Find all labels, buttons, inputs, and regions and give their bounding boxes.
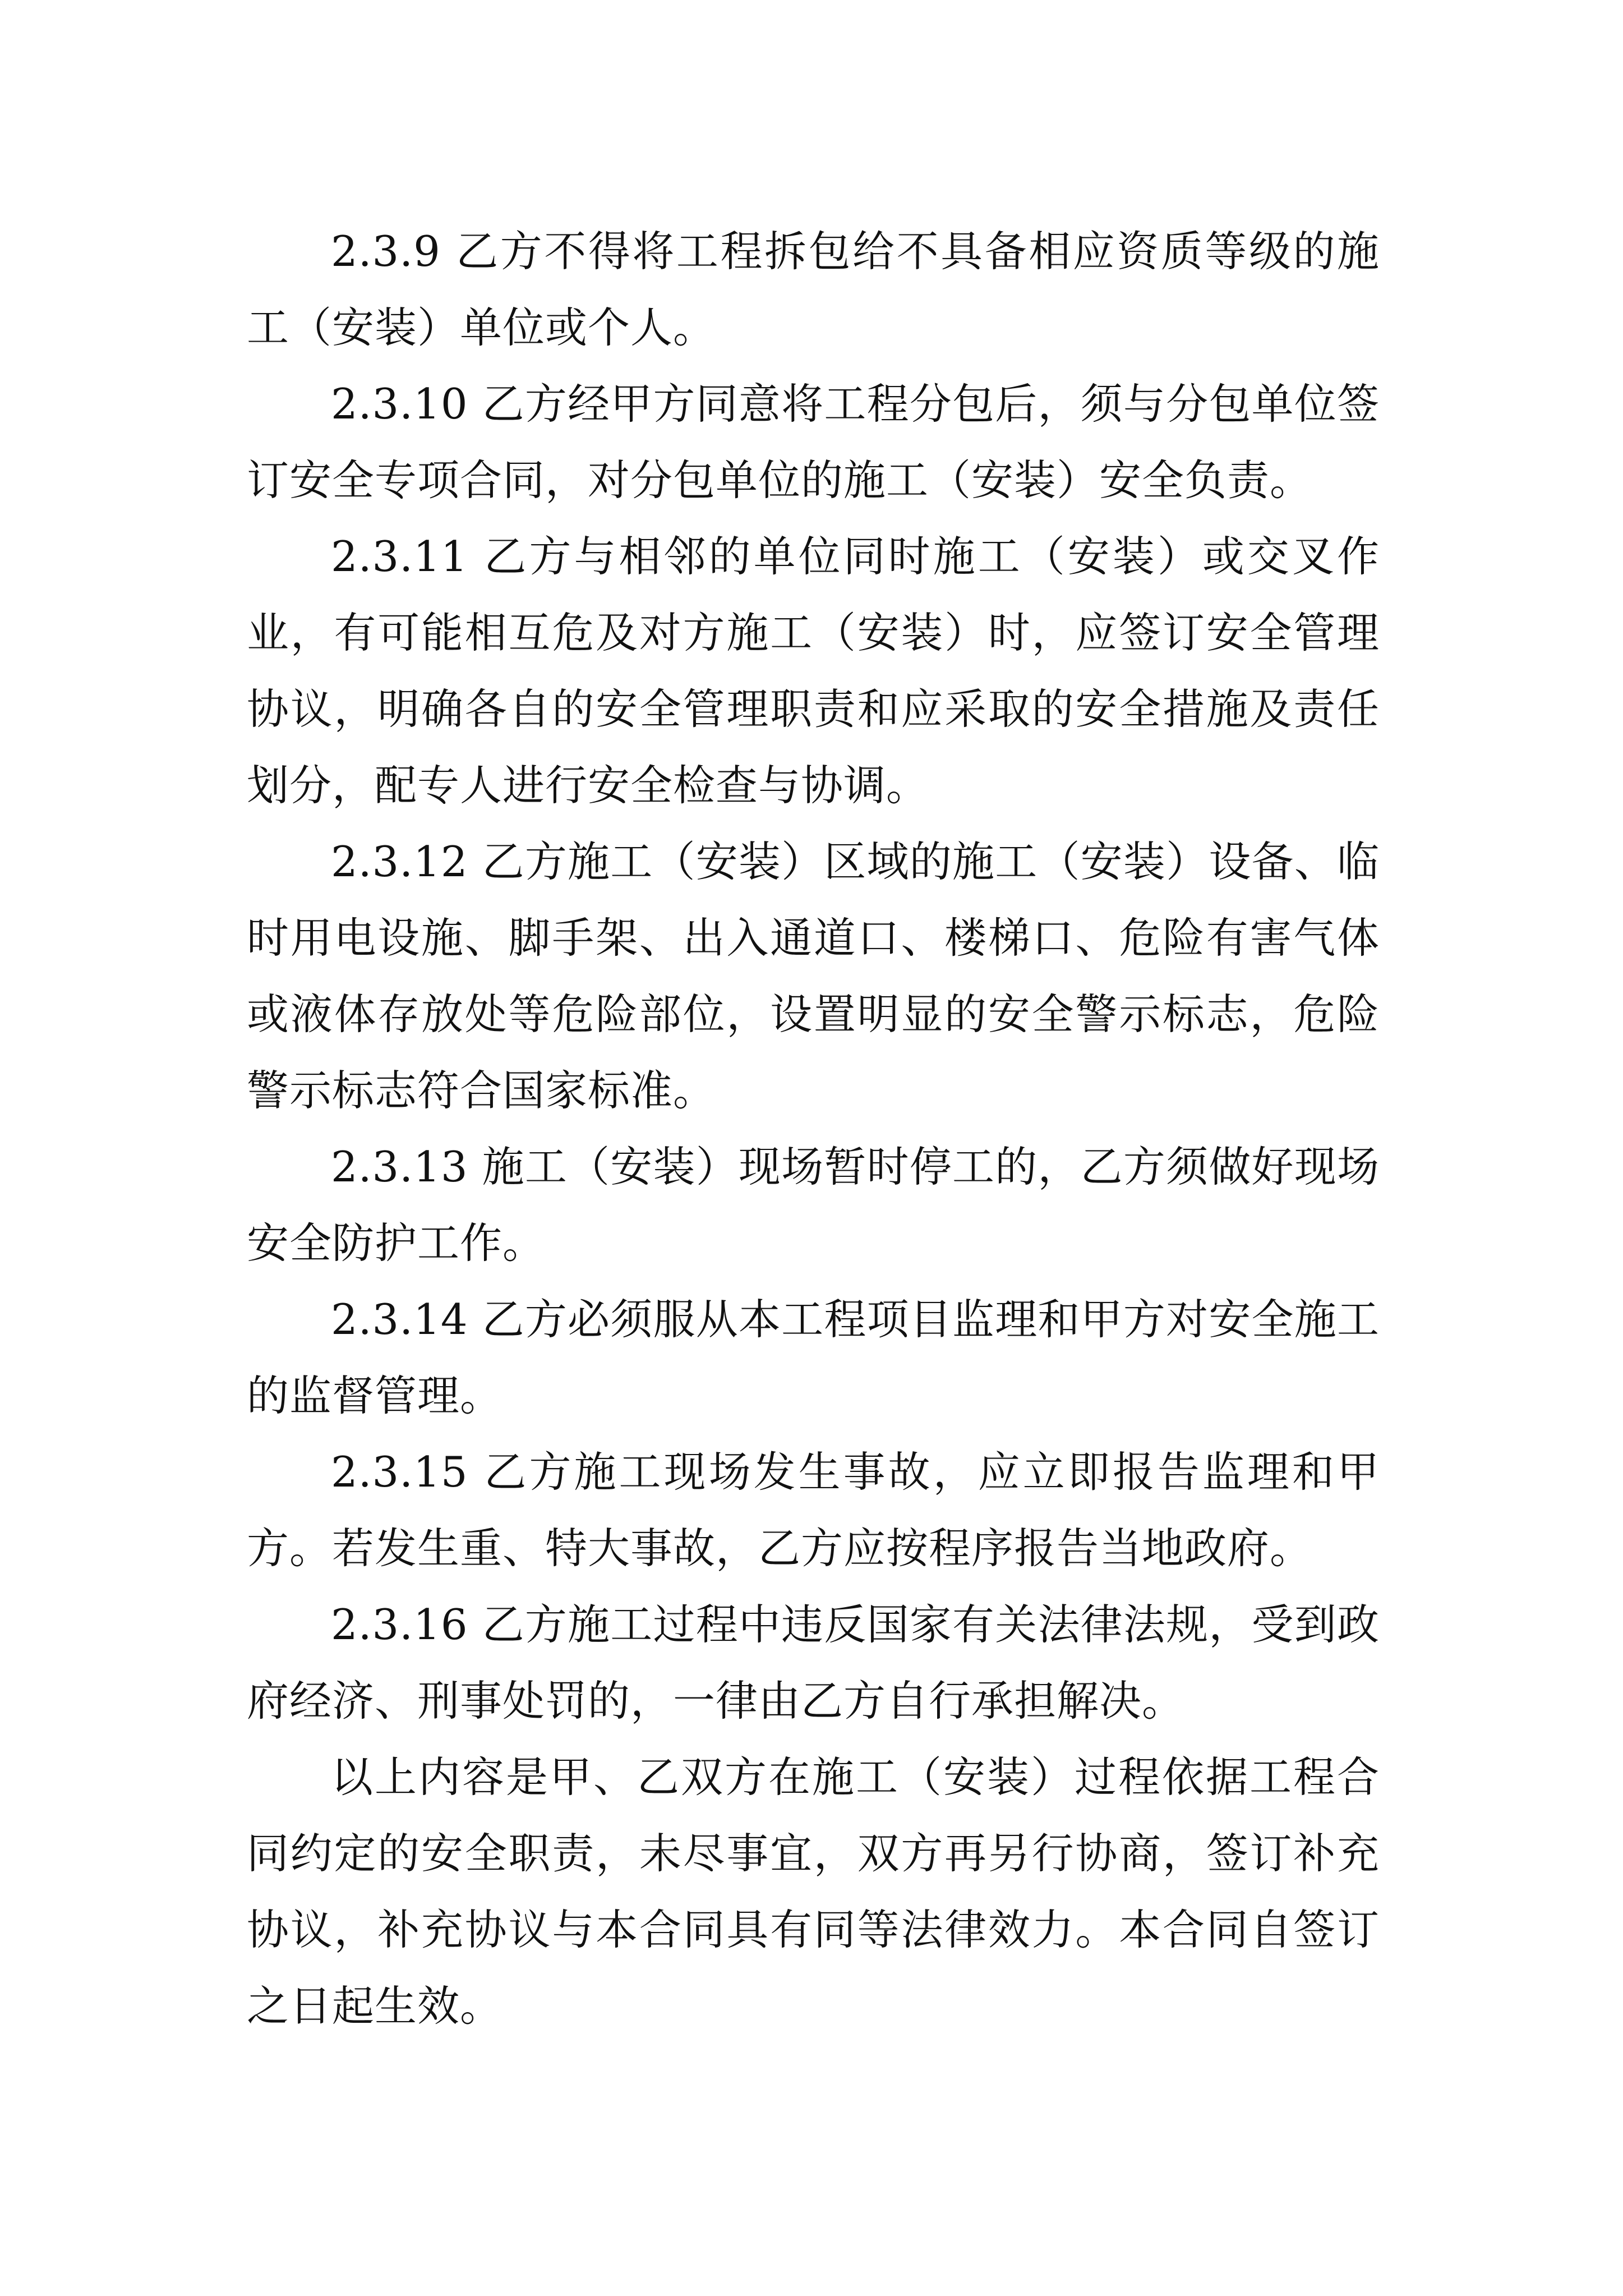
clause-2-3-9: 2.3.9 乙方不得将工程拆包给不具备相应资质等级的施工（安装）单位或个人。: [247, 227, 1380, 352]
closing-paragraph: 以上内容是甲、乙双方在施工（安装）过程依据工程合同约定的安全职责，未尽事宜，双方再另行协商，签订补充协议，补充协议与本合同具有同等法律效力。本合同自签订之日起生效。: [247, 1752, 1380, 2031]
clause-2-3-11: 2.3.11 乙方与相邻的单位同时施工（安装）或交叉作业，有可能相互危及对方施工（安装）时，应签订安全管理协议，明确各自的安全管理职责和应采取的安全措施及责任划分，配专人进行安全检查与协调。: [247, 532, 1380, 810]
clause-2-3-10: 2.3.10 乙方经甲方同意将工程分包后，须与分包单位签订安全专项合同，对分包单位的施工（安装）安全负责。: [247, 379, 1380, 505]
clause-2-3-14: 2.3.14 乙方必须服从本工程项目监理和甲方对安全施工的监督管理。: [247, 1295, 1380, 1420]
clause-2-3-16: 2.3.16 乙方施工过程中违反国家有关法律法规，受到政府经济、刑事处罚的，一律由乙方自行承担解决。: [247, 1600, 1380, 1726]
clause-2-3-15: 2.3.15 乙方施工现场发生事故，应立即报告监理和甲方。若发生重、特大事故，乙方应按程序报告当地政府。: [247, 1447, 1380, 1573]
clause-2-3-12: 2.3.12 乙方施工（安装）区域的施工（安装）设备、临时用电设施、脚手架、出入通道口、楼梯口、危险有害气体或液体存放处等危险部位，设置明显的安全警示标志，危险警示标志符合国家标准。: [247, 837, 1380, 1115]
document-body: [247, 213, 1380, 2044]
clause-2-3-13: 2.3.13 施工（安装）现场暂时停工的，乙方须做好现场安全防护工作。: [247, 1142, 1380, 1268]
